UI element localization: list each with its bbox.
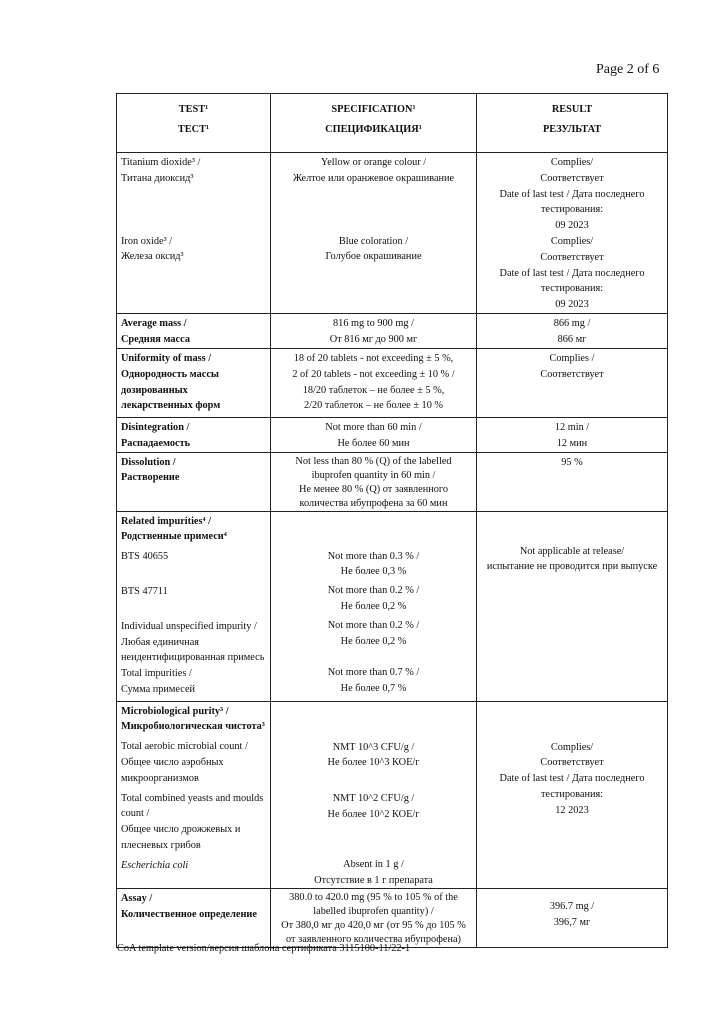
test-cell (117, 417, 271, 452)
test-cell (117, 313, 271, 348)
test-cell (117, 511, 271, 701)
spec-cell (271, 701, 477, 889)
spec-cell (271, 348, 477, 417)
text-line: лекарственных форм (121, 400, 221, 412)
text-line: Любая единичная (121, 636, 199, 648)
text-line: Не более 10^3 КОЕ/г (327, 757, 420, 769)
text-line: Общее число дрожжевых и (121, 824, 241, 836)
text-line: NMT 10^2 CFU/g / (332, 793, 415, 805)
header-test (117, 94, 271, 153)
header-result-ru: РЕЗУЛЬТАТ (542, 124, 602, 135)
text-line: Date of last test / Дата последнего (499, 188, 645, 200)
text-line: 866 mg / (553, 317, 591, 329)
text-line: 09 2023 (555, 220, 589, 232)
text-line: тестирования: (540, 283, 604, 295)
text-line: Uniformity of mass / (121, 352, 212, 364)
text-line: Однородность массы (121, 368, 219, 380)
table-row-assay (117, 889, 668, 948)
text-line: Total impurities / (121, 668, 192, 680)
text-line: Assay / (121, 893, 153, 905)
header-test-ru: ТЕСТ¹ (177, 124, 210, 135)
text-line: Complies / (549, 352, 595, 364)
text-line: Not more than 0.3 % / (327, 550, 420, 562)
spec-cell (271, 511, 477, 701)
text-line: Родственные примеси⁴ (121, 531, 227, 543)
table-row-identification (117, 153, 668, 314)
text-line: Соответствует (540, 757, 604, 769)
text-line: Микробиологическая чистота³ (121, 721, 265, 733)
text-line: тестирования: (540, 204, 604, 216)
text-line: Individual unspecified impurity / (121, 620, 257, 632)
text-line: BTS 40655 (121, 551, 169, 563)
result-cell (477, 889, 668, 948)
text-line: Отсутствие в 1 г препарата (314, 874, 433, 886)
text-line: Not applicable at release/ (519, 545, 625, 557)
text-line: Titanium dioxide³ / (121, 157, 201, 168)
text-line: Средняя масса (121, 333, 190, 345)
text-line: 396,7 мг (553, 917, 591, 929)
table-row-disintegration (117, 417, 668, 452)
table-row-uniformity (117, 348, 668, 417)
text-line: Average mass / (121, 317, 187, 329)
spec-cell (271, 153, 477, 314)
text-line: дозированных (121, 384, 188, 396)
table-row-microbiological-purity (117, 701, 668, 889)
text-line: Соответствует (540, 172, 604, 184)
spec-cell (271, 452, 477, 511)
page-number: Page 2 of 6 (596, 62, 660, 77)
text-line: Complies/ (550, 235, 594, 247)
spec-cell (271, 889, 477, 948)
header-spec-en: SPECIFICATION¹ (331, 104, 416, 115)
header-spec-ru: СПЕЦИФИКАЦИЯ¹ (325, 124, 422, 135)
text-line: Не более 0,2 % (340, 600, 407, 612)
text-line: Не более 60 мин (337, 437, 410, 449)
result-cell (477, 348, 668, 417)
text-line: 18 of 20 tablets - not exceeding ± 5 %, (293, 352, 454, 364)
text-line: 18/20 таблеток – не более ± 5 %, (302, 384, 445, 396)
text-line: Dissolution / (121, 456, 176, 468)
text-line: плесневых грибов (121, 839, 201, 851)
text-line: неидентифицированная примесь (121, 652, 265, 664)
header-result-en: RESULT (551, 104, 593, 115)
text-line: Распадаемость (121, 437, 191, 449)
text-line: Желтое или оранжевое окрашивание (292, 172, 455, 184)
template-version-footer: CoA template version/версия шаблона сертификата 3115100-11/22-1 (117, 943, 411, 954)
text-line: 2 of 20 tablets - not exceeding ± 10 % / (292, 368, 455, 380)
text-line: Complies/ (550, 741, 594, 753)
text-line: 380.0 to 420.0 mg (95 % to 105 % of the (289, 892, 458, 904)
text-line: Absent in 1 g / (343, 858, 404, 870)
text-line: От 816 мг до 900 мг (329, 333, 418, 345)
text-line: NMT 10^3 CFU/g / (332, 741, 415, 753)
text-line: Not more than 0.2 % / (327, 619, 420, 631)
text-line: 12 2023 (555, 804, 589, 816)
text-line: тестирования: (540, 788, 604, 800)
test-cell (117, 153, 271, 314)
text-line: Соответствует (540, 368, 604, 380)
result-cell (477, 313, 668, 348)
result-cell (477, 701, 668, 889)
text-line: Date of last test / Дата последнего (499, 267, 645, 279)
text-line: Растворение (121, 472, 180, 484)
text-line: Не более 0,3 % (340, 566, 407, 578)
text-line: Not more than 60 min / (325, 421, 422, 433)
text-line: Related impurities⁴ / (121, 515, 212, 527)
text-line: Соответствует (540, 251, 604, 263)
text-line: количества ибупрофена за 60 мин (299, 497, 448, 509)
text-line: BTS 47711 (121, 585, 168, 597)
table-header (117, 94, 668, 153)
text-line: 866 мг (557, 333, 587, 345)
text-line: Date of last test / Дата последнего (499, 773, 645, 785)
text-line: ibuprofen quantity in 60 min / (311, 469, 436, 481)
text-line: Не более 10^2 КОЕ/г (327, 808, 420, 820)
text-line: Not less than 80 % (Q) of the labelled (295, 455, 452, 467)
text-line: Blue coloration / (338, 235, 409, 247)
result-cell (477, 417, 668, 452)
text-line: Total combined yeasts and moulds (121, 792, 264, 804)
test-cell (117, 889, 271, 948)
text-line: Количественное определение (121, 909, 257, 921)
results-table (116, 93, 668, 948)
text-line: 2/20 таблеток – не более ± 10 % (303, 400, 443, 412)
spec-cell (271, 417, 477, 452)
text-line: испытание не проводится при выпуске (486, 561, 658, 573)
result-cell (477, 452, 668, 511)
text-line: 12 мин (556, 437, 588, 449)
spec-cell (271, 313, 477, 348)
text-line: Complies/ (550, 157, 594, 168)
text-line: 396.7 mg / (549, 901, 595, 913)
text-line: Microbiological purity³ / (121, 705, 229, 717)
result-cell (477, 511, 668, 701)
test-cell (117, 348, 271, 417)
text-line: От 380,0 мг до 420,0 мг (от 95 % до 105 % (281, 920, 466, 932)
text-line: от заявленного количества ибупрофена) (286, 934, 461, 946)
text-line: count / (121, 808, 150, 820)
table-row-dissolution (117, 452, 668, 511)
test-cell (117, 701, 271, 889)
table-row-average-mass (117, 313, 668, 348)
text-line: 09 2023 (555, 299, 589, 311)
text-line: Голубое окрашивание (325, 251, 422, 263)
text-line: 12 min / (554, 421, 590, 433)
text-line: Not more than 0.2 % / (327, 585, 420, 597)
text-line: Escherichia coli (121, 859, 189, 871)
text-line: 816 mg to 900 mg / (333, 317, 414, 329)
header-result (477, 94, 668, 153)
text-line: Железа оксид³ (121, 251, 184, 263)
header-specification (271, 94, 477, 153)
text-line: Iron oxide³ / (121, 235, 173, 247)
text-line: Титана диоксид³ (121, 172, 194, 184)
text-line: Не более 0,2 % (340, 635, 407, 647)
text-line: Yellow or orange colour / (320, 157, 427, 168)
text-line: labelled ibuprofen quantity) / (313, 906, 434, 918)
header-test-en: TEST¹ (178, 104, 209, 115)
text-line: Не менее 80 % (Q) от заявленного (299, 483, 448, 495)
text-line: Общее число аэробных (121, 756, 224, 768)
text-line: Total aerobic microbial count / (121, 741, 248, 753)
test-cell (117, 452, 271, 511)
text-line: 95 % (561, 456, 583, 468)
text-line: Не более 0,7 % (340, 683, 407, 695)
table-row-related-impurities (117, 511, 668, 701)
text-line: Disintegration / (121, 421, 190, 433)
text-line: Not more than 0.7 % / (327, 667, 420, 679)
result-cell (477, 153, 668, 314)
text-line: Сумма примесей (121, 683, 196, 695)
text-line: микроорганизмов (121, 772, 199, 784)
